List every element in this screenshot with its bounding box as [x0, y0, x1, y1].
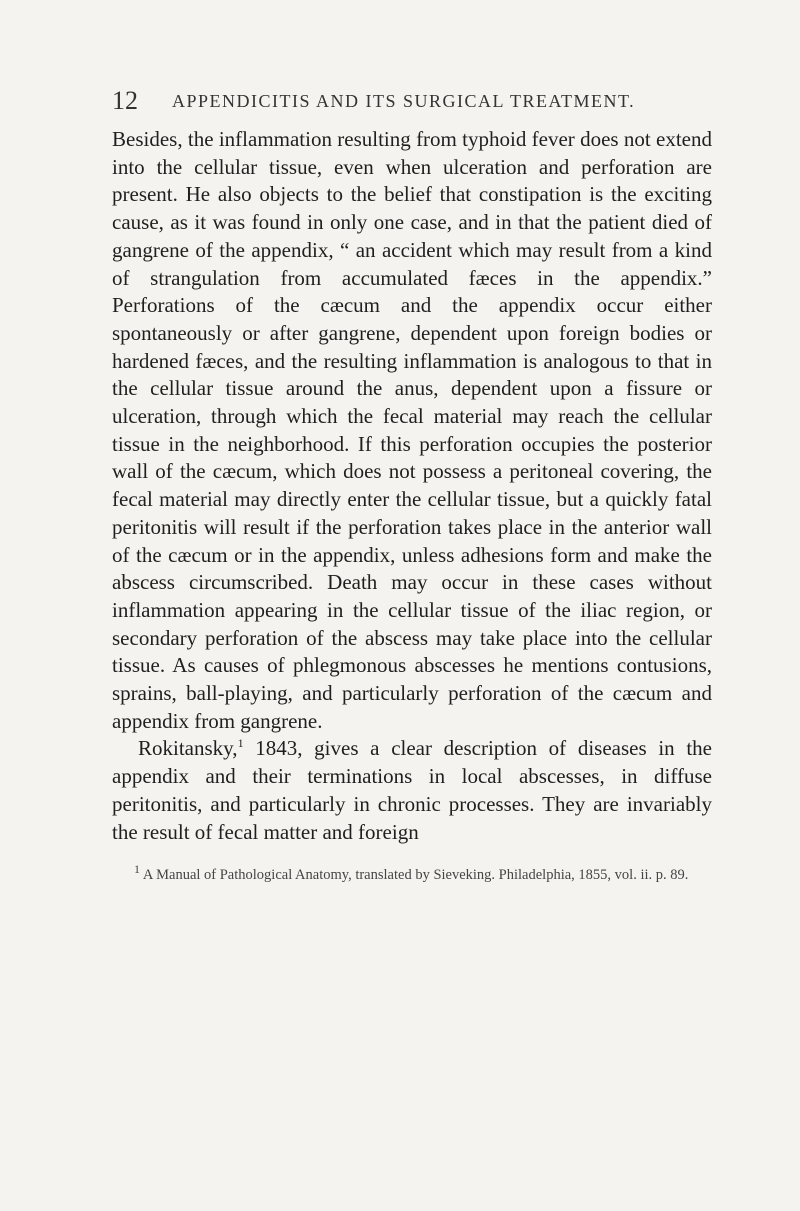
paragraph-text: 1843, gives a clear description of diseases in the appendix and their terminations in local abscesses, in diffuse peritonitis, and particularly in chronic processes. They are invariably the result of fecal matter and foreign: [112, 736, 712, 844]
footnote-reference: 1: [237, 736, 244, 751]
book-page: [112, 76, 712, 885]
author-name: Rokitansky,: [138, 736, 238, 761]
body-text: [112, 126, 712, 846]
paragraph: Besides, the inflammation resulting from typhoid fever does not extend into the cellular tissue, even when ulceration and perforation are present. He also objects to the belief that constipation is the exciting cause, as it was found in only one case, and in that the patient died of gangrene of the appendix, “ an accident which may result from a kind of strangulation from accumulated fæces in the appendix.” Perforations of the cæcum and the appendix occur either spontaneously or after gangrene, dependent upon foreign bodies or hardened fæces, and the resulting inflammation is analogous to that in the cellular tissue around the anus, dependent upon a fissure or ulceration, through which the fecal material may reach the cellular tissue in the neighborhood. If this perforation occupies the posterior wall of the cæcum, which does not possess a peritoneal covering, the fecal material may directly enter the cellular tissue, but a quickly fatal peritonitis will result if the perforation takes place in the anterior wall of the cæcum or in the appendix, unless adhesions form and make the abscess circumscribed. Death may occur in these cases without inflammation appearing in the cellular tissue of the iliac region, or secondary perforation of the abscess may take place into the cellular tissue. As causes of phlegmonous abscesses he mentions contusions, sprains, ball-playing, and particularly perforation of the cæcum and appendix from gangrene.: [112, 127, 712, 733]
footnote-marker: 1: [134, 862, 140, 877]
footnote-text: A Manual of Pathological Anatomy, translated by Sieveking. Philadelphia, 1855, vol. ii. p. 89.: [140, 867, 689, 884]
running-title: APPENDICITIS AND ITS SURGICAL TREATMENT.: [172, 91, 636, 111]
footnote: [112, 862, 712, 885]
page-number: 12: [112, 86, 138, 115]
running-head: [112, 76, 712, 116]
paragraph: [112, 735, 712, 846]
